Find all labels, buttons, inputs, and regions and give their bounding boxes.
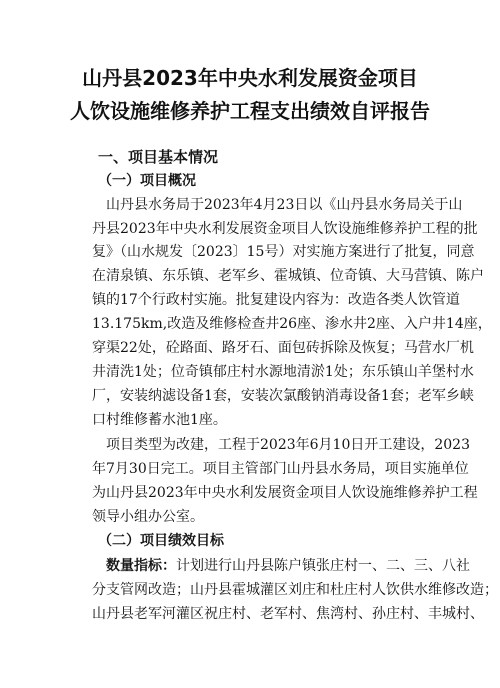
paragraph-line: 13.175km,改造及维修检查井26座、渗水井2座、入户井14座， [92,316,492,332]
paragraph-line: 年7月30日完工。项目主管部门山丹县水务局，项目实施单位 [92,461,469,477]
paragraph-line: 镇的17个行政村实施。批复建设内容为：改造各类人饮管道 [92,292,460,308]
quantity-indicator-label: 数量指标： [106,558,176,574]
paragraph-line: 山丹县老军河灌区祝庄村、老军村、焦湾村、孙庄村、丰城村、 [92,606,484,622]
paragraph-line: 厂，安装纳滤设备1套，安装次氯酸钠消毒设备1套；老军乡峡 [92,388,474,404]
paragraph-line: 井清洗1处；位奇镇郁庄村水源地清淤1处；东乐镇山羊堡村水 [92,364,474,380]
paragraph-line: 丹县2023年中央水利发展资金项目人饮设施维修养护工程的批 [92,221,478,237]
paragraph-line [0,557,500,575]
report-title-line-1: 山丹县2023年中央水利发展资金项目 [82,66,418,90]
paragraph-line: 复》（山水规发〔2023〕15号）对实施方案进行了批复，同意 [92,244,475,260]
quantity-indicator-text: 计划进行山丹县陈户镇张庄村一、二、三、八社 [176,558,470,574]
paragraph-line: 分支管网改造；山丹县霍城灌区刘庄和杜庄村人饮供水维修改造； [92,582,498,598]
subsection-heading-targets: （二）项目绩效目标 [98,533,224,549]
paragraph-line: 为山丹县2023年中央水利发展资金项目人饮设施维修养护工程 [92,485,478,501]
paragraph-line: 领导小组办公室。 [92,509,204,525]
paragraph-line: 山丹县水务局于2023年4月23日以《山丹县水务局关于山 [106,197,463,213]
subsection-heading-overview: （一）项目概况 [98,173,196,189]
paragraph-line: 项目类型为改建，工程于2023年6月10日开工建设，2023 [106,437,470,453]
paragraph-line: 穿渠22处，砼路面、路牙石、面包砖拆除及恢复；马营水厂机 [92,340,474,356]
paragraph-line: 口村维修蓄水池1座。 [92,412,227,428]
report-title-line-2: 人饮设施维修养护工程支出绩效自评报告 [70,99,430,123]
section-heading: 一、项目基本情况 [98,148,219,166]
paragraph-line: 在清泉镇、东乐镇、老军乡、霍城镇、位奇镇、大马营镇、陈户 [92,268,484,284]
